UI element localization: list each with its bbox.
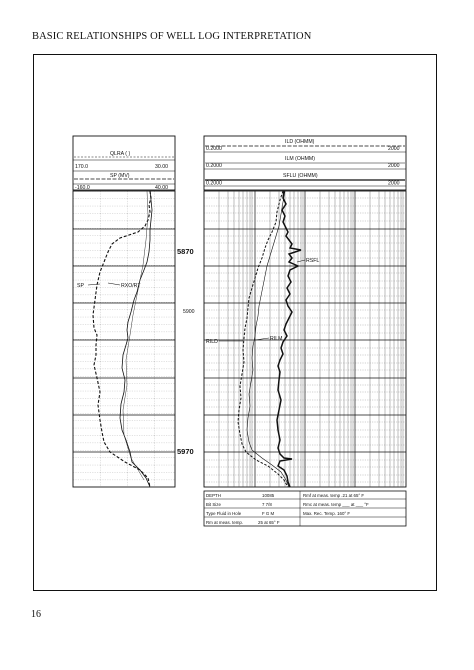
ild-curve-name: ILD (OHMM) (285, 139, 315, 145)
log-header-table (204, 491, 406, 526)
track-2-header (204, 136, 406, 190)
ilm-curve-name: ILM (OHMM) (285, 156, 315, 162)
ild-right-scale: 2000 (388, 146, 400, 152)
footer-bit-size-value: 7 7/8 (262, 502, 272, 507)
footer-rmc: Rmc at meas. temp ___ at ___ °F (303, 502, 369, 507)
sflu-left-scale: 0.2000 (206, 180, 222, 187)
depth-5870: 5870 (177, 247, 194, 256)
ilm-right-scale: 2000 (388, 163, 400, 169)
sflu-curve-name: SFLU (OHMM) (283, 173, 318, 179)
footer-depth-label: DEPTH (206, 493, 221, 498)
track-2 (204, 191, 406, 487)
sp-right-scale: 40.00 (155, 185, 168, 191)
qlra-right-scale: 30.00 (155, 164, 168, 170)
sp-curve-name: SP (MV) (110, 173, 130, 179)
footer-max-temp: Max. Rec. Temp. 160° F (303, 511, 351, 516)
footer-depth-value: 10085 (262, 493, 275, 498)
depth-5970: 5970 (177, 447, 194, 456)
footer-rm-label: Rm at meas. temp. (206, 520, 244, 525)
ilm-left-scale: 0.2000 (206, 163, 222, 169)
rxo-rt-label: RXO/RT (121, 283, 141, 289)
depth-5900: 5900 (183, 309, 195, 315)
footer-fluid-value: F G M (262, 511, 275, 516)
rilm-label: RILM (270, 336, 283, 342)
qlra-curve-name: QLRA ( ) (110, 151, 131, 157)
page-number: 16 (31, 609, 41, 620)
track-1 (73, 191, 175, 487)
sflu-right-scale: 2000 (388, 180, 400, 187)
footer-rm-value: 25 at 65° F (258, 520, 280, 525)
running-head: BASIC RELATIONSHIPS OF WELL LOG INTERPRETATION (32, 31, 312, 42)
footer-fluid-label: Type Fluid in Hole (206, 511, 242, 516)
qlra-left-scale: 170.0 (75, 164, 88, 170)
track-1-header (73, 136, 175, 191)
footer-rmf: Rmf at meas. temp .21 at 65° F (303, 493, 365, 498)
rild-label: RILD (206, 339, 218, 345)
footer-bit-size-label: Bit Size (206, 502, 221, 507)
ild-left-scale: 0.2000 (206, 146, 222, 152)
depth-column (177, 247, 195, 456)
sp-label: SP (77, 283, 84, 289)
rsfl-label: RSFL (306, 258, 320, 264)
sp-left-scale: -160.0 (75, 185, 90, 191)
